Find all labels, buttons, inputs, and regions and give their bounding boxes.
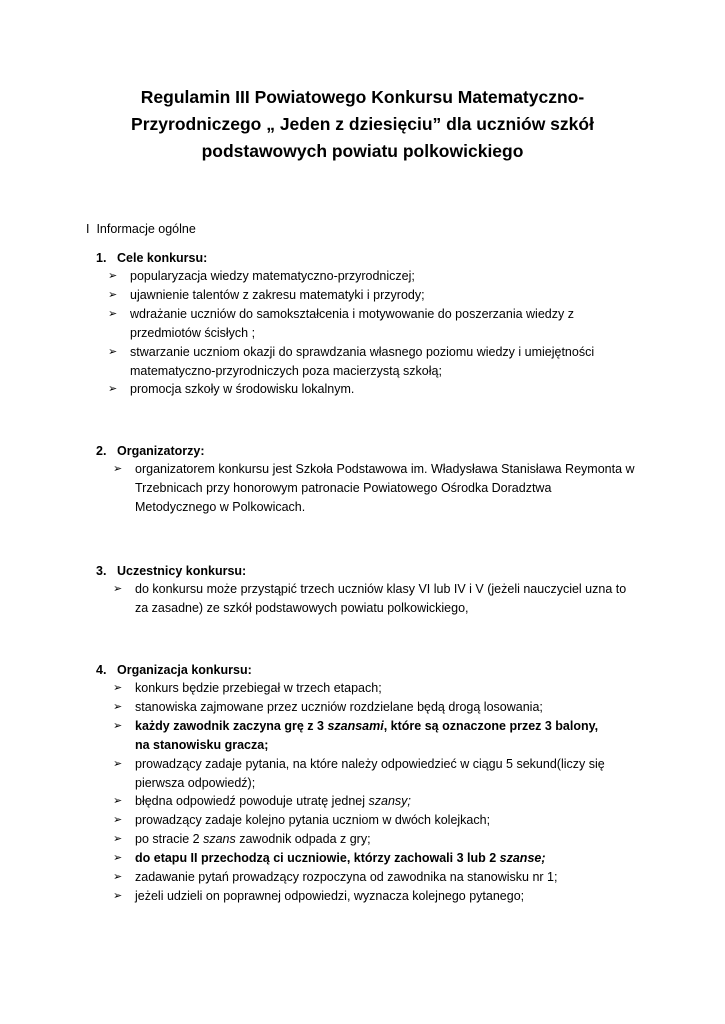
section-heading: [96, 562, 246, 580]
list-item-text: [135, 887, 605, 906]
list-item-text: [135, 717, 605, 755]
text-segment: szansy;: [368, 794, 411, 809]
list-item: [0, 698, 725, 717]
list-item: [0, 755, 725, 793]
arrow-bullet-icon: ➢: [113, 463, 123, 475]
arrow-bullet-icon: ➢: [113, 833, 123, 846]
list-item: [0, 717, 725, 755]
list-item-text: [135, 868, 605, 887]
list-item-text: [130, 286, 635, 305]
list-item: [0, 343, 725, 381]
arrow-bullet-icon: ➢: [113, 795, 123, 808]
list-item-text: [135, 811, 605, 830]
text-segment: zadawanie pytań prowadzący rozpoczyna od zawodnika na stanowisku nr 1;: [135, 870, 558, 885]
arrow-bullet-icon: ➢: [108, 288, 118, 301]
list-item: [0, 849, 725, 868]
list-item-text: [135, 849, 605, 868]
title-line: podstawowych powiatu polkowickiego: [201, 141, 524, 161]
arrow-bullet-icon: ➢: [113, 583, 123, 595]
text-segment: do etapu II przechodzą ci uczniowie, którzy zachowali 3 lub 2: [135, 851, 500, 866]
bullet-list: [0, 679, 725, 906]
list-item-text: [135, 679, 605, 698]
bullet-list: [0, 580, 725, 618]
list-item-text: [130, 305, 635, 343]
list-item-text: [135, 830, 605, 849]
text-segment: prowadzący zadaje kolejno pytania uczniom w dwóch kolejkach;: [135, 813, 491, 828]
title-line: Regulamin III Powiatowego Konkursu Matematyczno-: [140, 87, 585, 107]
section-title: Organizacja konkursu:: [117, 663, 252, 677]
list-item: [0, 460, 725, 517]
list-item: [0, 830, 725, 849]
list-item: [0, 868, 725, 887]
section-title: Uczestnicy konkursu:: [117, 564, 247, 578]
list-item-text: [135, 755, 605, 793]
title-line: Przyrodniczego „ Jeden z dziesięciu” dla uczniów szkół: [131, 114, 594, 134]
text-segment: promocja szkoły w środowisku lokalnym.: [130, 382, 355, 397]
text-segment: konkurs będzie przebiegał w trzech etapach;: [135, 681, 382, 695]
section-title: Organizatorzy:: [117, 444, 205, 458]
part-label: Informacje ogólne: [96, 222, 196, 236]
arrow-bullet-icon: ➢: [108, 307, 118, 320]
list-item-text: [135, 580, 635, 618]
text-segment: jeżeli udzieli on poprawnej odpowiedzi, wyznacza kolejnego pytanego;: [135, 888, 525, 903]
section-number: 3.: [96, 564, 107, 578]
text-segment: prowadzący zadaje pytania, na które należy odpowiedzieć w ciągu 5 sekund(liczy się pierwsza odpowiedź);: [135, 756, 605, 790]
section-number: 2.: [96, 444, 107, 458]
arrow-bullet-icon: ➢: [113, 757, 123, 770]
section-number: 4.: [96, 663, 107, 677]
list-item: [0, 792, 725, 811]
arrow-bullet-icon: ➢: [108, 383, 118, 396]
text-segment: stanowiska zajmowane przez uczniów rozdzielane będą drogą losowania;: [135, 699, 543, 714]
list-item: [0, 679, 725, 698]
list-item-text: [135, 792, 605, 811]
arrow-bullet-icon: ➢: [108, 270, 118, 282]
text-segment: do konkursu może przystąpić trzech uczniów klasy VI lub IV i V (jeżeli nauczyciel uzna to za zasadne) ze szkół podstawowych powiatu polkowickiego,: [135, 582, 627, 615]
list-item: [0, 580, 725, 618]
list-item: [0, 286, 725, 305]
text-segment: wdrażanie uczniów do samokształcenia i motywowanie do poszerzania wiedzy z przedmiotów ścisłych ;: [130, 306, 574, 340]
section-heading: [96, 442, 205, 460]
part-heading: [86, 220, 196, 238]
arrow-bullet-icon: ➢: [113, 852, 123, 865]
text-segment: popularyzacja wiedzy matematyczno-przyrodniczej;: [130, 269, 415, 283]
list-item-text: [130, 343, 635, 381]
text-segment: szansami: [327, 718, 384, 733]
text-segment: ujawnienie talentów z zakresu matematyki i przyrody;: [130, 287, 425, 302]
list-item: [0, 380, 725, 399]
text-segment: szans: [203, 832, 236, 847]
section-title: Cele konkursu:: [117, 251, 208, 265]
text-segment: , które są oznaczone przez 3 balony, na stanowisku gracza;: [135, 718, 599, 752]
text-segment: błędna odpowiedź powoduje utratę jednej: [135, 794, 369, 809]
text-segment: każdy zawodnik zaczyna grę z 3: [135, 718, 328, 733]
arrow-bullet-icon: ➢: [113, 700, 123, 713]
arrow-bullet-icon: ➢: [113, 889, 123, 902]
arrow-bullet-icon: ➢: [113, 719, 123, 732]
list-item: [0, 887, 725, 906]
section-heading: [96, 249, 207, 267]
text-segment: organizatorem konkursu jest Szkoła Podstawowa im. Władysława Stanisława Reymonta w Trzebnicach przy honorowym patronacie Powiatowego Ośrodka Doradztwa Metodycznego w Polkowicach.: [135, 462, 635, 514]
arrow-bullet-icon: ➢: [113, 814, 123, 827]
document-title: [0, 84, 725, 165]
arrow-bullet-icon: ➢: [113, 871, 123, 884]
list-item: [0, 811, 725, 830]
bullet-list: [0, 460, 725, 517]
bullet-list: [0, 267, 725, 399]
text-segment: szanse;: [499, 851, 546, 866]
list-item: [0, 305, 725, 343]
section-number: 1.: [96, 251, 107, 265]
text-segment: zawodnik odpada z gry;: [235, 832, 371, 847]
list-item-text: [135, 460, 635, 517]
list-item: [0, 267, 725, 286]
text-segment: po stracie 2: [135, 832, 204, 847]
text-segment: stwarzanie uczniom okazji do sprawdzania własnego poziomu wiedzy i umiejętności matematyczno-przyrodniczych poza macierzystą szkołą;: [130, 344, 595, 378]
list-item-text: [135, 698, 605, 717]
list-item-text: [130, 267, 635, 286]
arrow-bullet-icon: ➢: [113, 682, 123, 694]
part-number: I: [86, 222, 90, 236]
arrow-bullet-icon: ➢: [108, 345, 118, 358]
list-item-text: [130, 380, 635, 399]
section-heading: [96, 661, 252, 679]
